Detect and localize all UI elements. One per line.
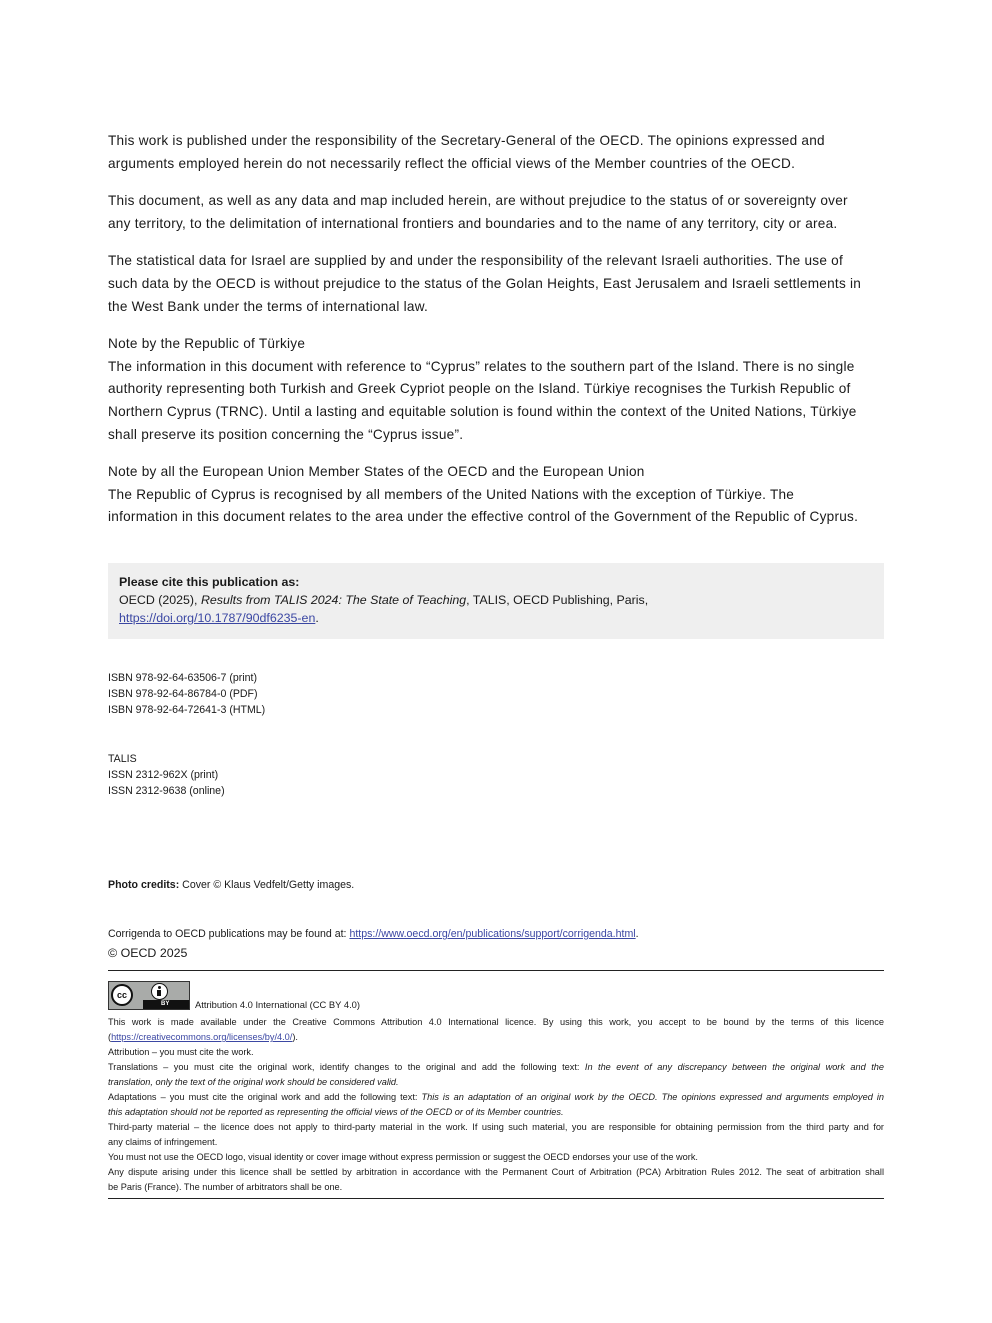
- licence-url-line: [108, 1030, 884, 1045]
- citation-title: Results from TALIS 2024: The State of Teaching: [200, 593, 467, 607]
- text-line: shall preserve its position concerning the “Cyprus issue”.: [108, 426, 464, 442]
- issn-print: ISSN 2312-962X (print): [108, 769, 219, 781]
- text-line: The Republic of Cyprus is recognised by all members of the United Nations with the exception of Türkiye. The: [108, 486, 795, 502]
- photo-credits-label: Photo credits:: [108, 879, 180, 891]
- licence-attribution: Attribution – you must cite the work.: [108, 1047, 254, 1057]
- adaptations-text: Adaptations – you must cite the original work and add the following text:: [108, 1092, 422, 1102]
- paren-close: ).: [292, 1032, 298, 1042]
- licence-third-party: Third-party material – the licence does not apply to third-party material in the work. If using such material, you are responsible for obtaining permission from the third party and for: [108, 1122, 884, 1132]
- translations-text: Translations – you must cite the original work, identify changes to the original and add the following text:: [108, 1062, 585, 1072]
- divider-bottom: [108, 1198, 884, 1199]
- text-line: The information in this document with reference to “Cyprus” relates to the southern part of the Island. There is no single: [108, 358, 855, 374]
- text-line: the West Bank under the terms of international law.: [108, 298, 429, 314]
- citation-box: [108, 563, 884, 639]
- licence-intro: This work is made available under the Creative Commons Attribution 4.0 International licence. By using this work, you accept to be bound by the terms of this licence: [108, 1017, 884, 1027]
- text-line: The statistical data for Israel are supplied by and under the responsibility of the relevant Israeli authorities. The use of: [108, 253, 843, 269]
- text-line: This work is published under the responsibility of the Secretary-General of the OECD. The opinions expressed and: [108, 133, 825, 148]
- adaptations-italic-cont: this adaptation should not be reported as representing the official views of the OECD or of its Member countries.: [108, 1107, 564, 1117]
- by-label: BY: [161, 1001, 170, 1007]
- divider-top: [108, 970, 884, 971]
- disclaimer-section: [108, 130, 884, 544]
- licence-translations: [108, 1060, 884, 1075]
- disclaimer-paragraph-1: [108, 130, 884, 175]
- cc-by-icon: [108, 981, 190, 1010]
- text-line: Northern Cyprus (TRNC). Until a lasting and equitable solution is found within the context of the United Nations, Türkiye: [108, 403, 857, 419]
- corrigenda-end: .: [635, 928, 639, 940]
- licence-translations-cont: [108, 1075, 884, 1090]
- issn-online: ISSN 2312-9638 (online): [108, 785, 225, 797]
- isbn-print: ISBN 978-92-64-63506-7 (print): [108, 672, 257, 684]
- corrigenda: [108, 926, 639, 942]
- corrigenda-link[interactable]: https://www.oecd.org/en/publications/support/corrigenda.html: [349, 928, 636, 940]
- photo-credits-text: Cover © Klaus Vedfelt/Getty images.: [179, 879, 355, 891]
- corrigenda-text: Corrigenda to OECD publications may be found at:: [108, 928, 350, 940]
- series-info: [108, 751, 225, 799]
- text-line: arguments employed herein do not necessarily reflect the official views of the Member countries of the OECD.: [108, 155, 796, 171]
- licence-dispute-cont: be Paris (France). The number of arbitrators shall be one.: [108, 1182, 343, 1192]
- licence-link[interactable]: https://creativecommons.org/licenses/by/4.0/: [111, 1032, 293, 1042]
- doi-link[interactable]: https://doi.org/10.1787/90df6235-en: [119, 611, 316, 625]
- series-name: TALIS: [108, 753, 137, 765]
- citation-prefix: OECD (2025),: [119, 593, 201, 607]
- attribution-icon: [151, 983, 168, 1000]
- israel-note: [108, 250, 884, 318]
- isbn-list: [108, 670, 265, 718]
- note-heading: Note by the Republic of Türkiye: [108, 336, 306, 352]
- licence-adaptations: [108, 1090, 884, 1105]
- eu-note: [108, 461, 884, 529]
- text-line: information in this document relates to the area under the effective control of the Government of the Republic of Cyprus.: [108, 509, 859, 525]
- text-line: This document, as well as any data and map included herein, are without prejudice to the status of or sovereignty over: [108, 193, 848, 209]
- text-line: authority representing both Turkish and Greek Cypriot people on the Island. Türkiye recognises the Turkish Republic of: [108, 381, 851, 397]
- copyright-notice: © OECD 2025: [108, 946, 188, 960]
- disclaimer-paragraph-2: [108, 190, 884, 235]
- note-heading: Note by all the European Union Member States of the OECD and the European Union: [108, 464, 645, 480]
- isbn-html: ISBN 978-92-64-72641-3 (HTML): [108, 704, 266, 716]
- licence-logo-notice: You must not use the OECD logo, visual identity or cover image without express permission or suggest the OECD endorses your use of the work.: [108, 1152, 698, 1162]
- licence-adaptations-cont: [108, 1105, 884, 1120]
- citation-end: .: [315, 611, 319, 625]
- licence-third-party-cont: any claims of infringement.: [108, 1137, 218, 1147]
- citation-text: [119, 591, 873, 609]
- isbn-pdf: ISBN 978-92-64-86784-0 (PDF): [108, 688, 258, 700]
- licence-terms: [108, 1015, 884, 1195]
- adaptations-italic: This is an adaptation of an original work by the OECD. The opinions expressed and arguments employed in: [421, 1092, 884, 1102]
- licence-title: Attribution 4.0 International (CC BY 4.0): [195, 999, 361, 1010]
- translations-italic-cont: translation, only the text of the original work should be considered valid.: [108, 1077, 399, 1087]
- citation-heading: Please cite this publication as:: [119, 575, 300, 589]
- paren-open: (: [108, 1032, 112, 1042]
- citation-suffix: , TALIS, OECD Publishing, Paris,: [466, 593, 649, 607]
- photo-credits: [108, 877, 354, 893]
- text-line: such data by the OECD is without prejudice to the status of the Golan Heights, East Jerusalem and Israeli settlements in: [108, 275, 862, 291]
- text-line: any territory, to the delimitation of international frontiers and boundaries and to the name of any territory, city or area.: [108, 215, 838, 231]
- licence-dispute: Any dispute arising under this licence shall be settled by arbitration in accordance with the Permanent Court of Arbitration (PCA) Arbitration Rules 2012. The seat of arbitration shall: [108, 1167, 884, 1177]
- turkiye-note: [108, 333, 884, 446]
- cc-icon: cc: [111, 984, 133, 1006]
- translations-italic: In the event of any discrepancy between the original work and the: [584, 1062, 884, 1072]
